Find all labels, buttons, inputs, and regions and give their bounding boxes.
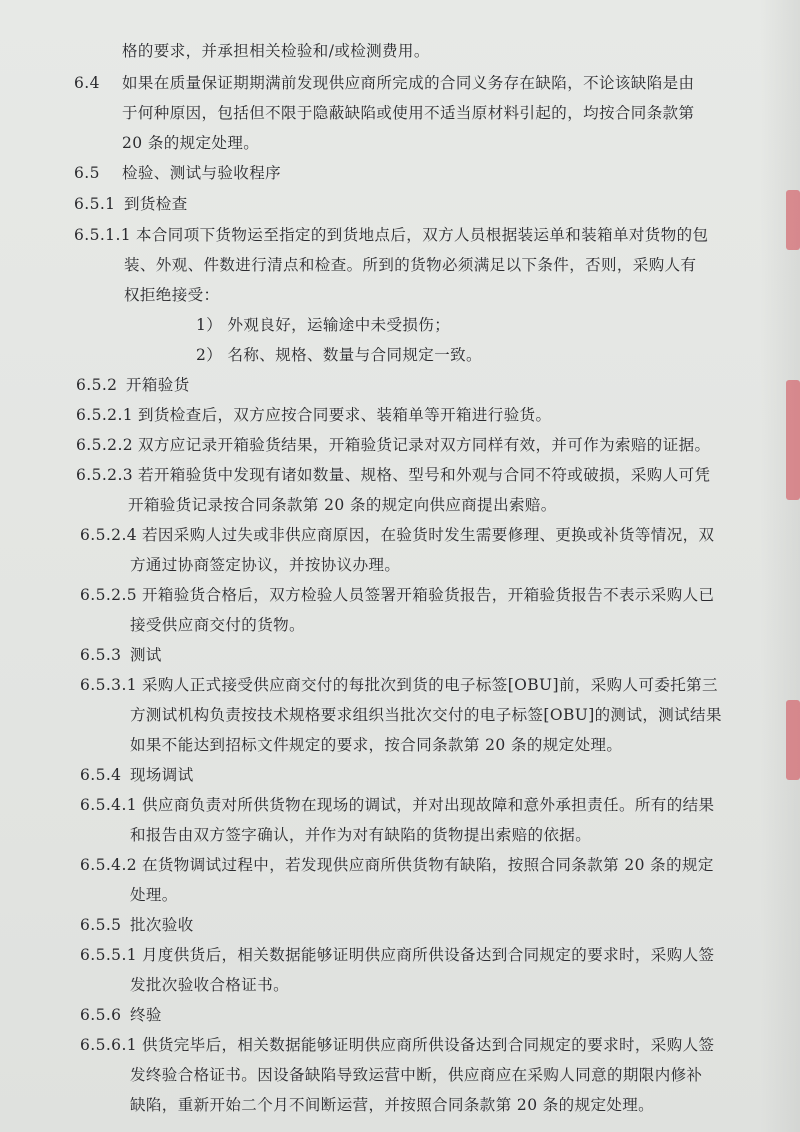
paragraph-line: 如果在质量保证期期满前发现供应商所完成的合同义务存在缺陷，不论该缺陷是由 <box>122 74 695 92</box>
list-item: 2） 名称、规格、数量与合同规定一致。 <box>196 346 482 364</box>
paragraph-line: 装、外观、件数进行清点和检查。所到的货物必须满足以下条件，否则，采购人有 <box>124 256 697 274</box>
section-heading: 终验 <box>130 1006 162 1024</box>
list-item: 1） 外观良好，运输途中未受损伤； <box>196 316 451 334</box>
paragraph-line: 供应商负责对所供货物在现场的调试，并对出现故障和意外承担责任。所有的结果 <box>142 796 715 814</box>
paragraph-line: 缺陷，重新开始二个月不间断运营，并按照合同条款第 20 条的规定处理。 <box>130 1096 655 1114</box>
clause-number: 6.5.5 <box>80 916 122 934</box>
paragraph-line: 于何种原因，包括但不限于隐蔽缺陷或使用不适当原材料引起的，均按合同条款第 <box>122 104 695 122</box>
clause-number: 6.5.6 <box>80 1006 122 1024</box>
paragraph-line: 若开箱验货中发现有诸如数量、规格、型号和外观与合同不符或破损，采购人可凭 <box>138 466 711 484</box>
clause-number: 6.5.2.3 <box>76 466 134 484</box>
paragraph-line: 在货物调试过程中，若发现供应商所供货物有缺陷，按照合同条款第 20 条的规定 <box>142 856 714 874</box>
clause-number: 6.5.2.4 <box>80 526 138 544</box>
paragraph-line: 供货完毕后，相关数据能够证明供应商所供设备达到合同规定的要求时，采购人签 <box>142 1036 715 1054</box>
clause-number: 6.5.2.1 <box>76 406 134 424</box>
paragraph-line: 双方应记录开箱验货结果，开箱验货记录对双方同样有效，并可作为索赔的证据。 <box>138 436 711 454</box>
clause-number: 6.4 <box>74 74 100 92</box>
paragraph-line: 方通过协商签定协议，并按协议办理。 <box>130 556 401 574</box>
clause-number: 6.5.2.2 <box>76 436 134 454</box>
paragraph-line: 和报告由双方签字确认，并作为对有缺陷的货物提出索赔的依据。 <box>130 826 592 844</box>
paragraph-line: 到货检查后，双方应按合同要求、装箱单等开箱进行验货。 <box>138 406 552 424</box>
clause-number: 6.5.2.5 <box>80 586 138 604</box>
paragraph-line: 本合同项下货物运至指定的到货地点后，双方人员根据装运单和装箱单对货物的包 <box>136 226 709 244</box>
clause-number: 6.5 <box>74 164 100 182</box>
paragraph-line: 开箱验货记录按合同条款第 20 条的规定向供应商提出索赔。 <box>128 496 557 514</box>
paragraph-line: 处理。 <box>130 886 178 904</box>
paragraph-line: 发批次验收合格证书。 <box>130 976 290 994</box>
paragraph-line: 格的要求，并承担相关检验和/或检测费用。 <box>122 42 430 60</box>
section-heading: 到货检查 <box>124 195 188 213</box>
clause-number: 6.5.6.1 <box>80 1036 138 1054</box>
section-heading: 开箱验货 <box>126 376 190 394</box>
clause-number: 6.5.4 <box>80 766 122 784</box>
paragraph-line: 20 条的规定处理。 <box>122 134 260 152</box>
page-edge-shadow <box>760 0 800 1132</box>
seal-fragment <box>786 190 800 250</box>
clause-number: 6.5.1.1 <box>74 226 132 244</box>
clause-number: 6.5.4.1 <box>80 796 138 814</box>
clause-number: 6.5.4.2 <box>80 856 138 874</box>
paragraph-line: 方测试机构负责按技术规格要求组织当批次交付的电子标签[OBU]的测试，测试结果 <box>130 706 722 724</box>
seal-fragment <box>786 700 800 780</box>
clause-number: 6.5.2 <box>76 376 118 394</box>
paragraph-line: 开箱验货合格后，双方检验人员签署开箱验货报告，开箱验货报告不表示采购人已 <box>142 586 715 604</box>
section-heading: 检验、测试与验收程序 <box>122 164 282 182</box>
paragraph-line: 若因采购人过失或非供应商原因，在验货时发生需要修理、更换或补货等情况，双 <box>142 526 715 544</box>
paragraph-line: 如果不能达到招标文件规定的要求，按合同条款第 20 条的规定处理。 <box>130 736 623 754</box>
seal-fragment <box>786 380 800 500</box>
paragraph-line: 接受供应商交付的货物。 <box>130 616 305 634</box>
clause-number: 6.5.3 <box>80 646 122 664</box>
section-heading: 批次验收 <box>130 916 194 934</box>
paragraph-line: 月度供货后，相关数据能够证明供应商所供设备达到合同规定的要求时，采购人签 <box>142 946 715 964</box>
paragraph-line: 权拒绝接受： <box>124 286 220 304</box>
clause-number: 6.5.5.1 <box>80 946 138 964</box>
section-heading: 现场调试 <box>130 766 194 784</box>
paragraph-line: 采购人正式接受供应商交付的每批次到货的电子标签[OBU]前，采购人可委托第三 <box>142 676 718 694</box>
clause-number: 6.5.3.1 <box>80 676 138 694</box>
section-heading: 测试 <box>130 646 162 664</box>
paragraph-line: 发终验合格证书。因设备缺陷导致运营中断，供应商应在采购人同意的期限内修补 <box>130 1066 703 1084</box>
clause-number: 6.5.1 <box>74 195 116 213</box>
